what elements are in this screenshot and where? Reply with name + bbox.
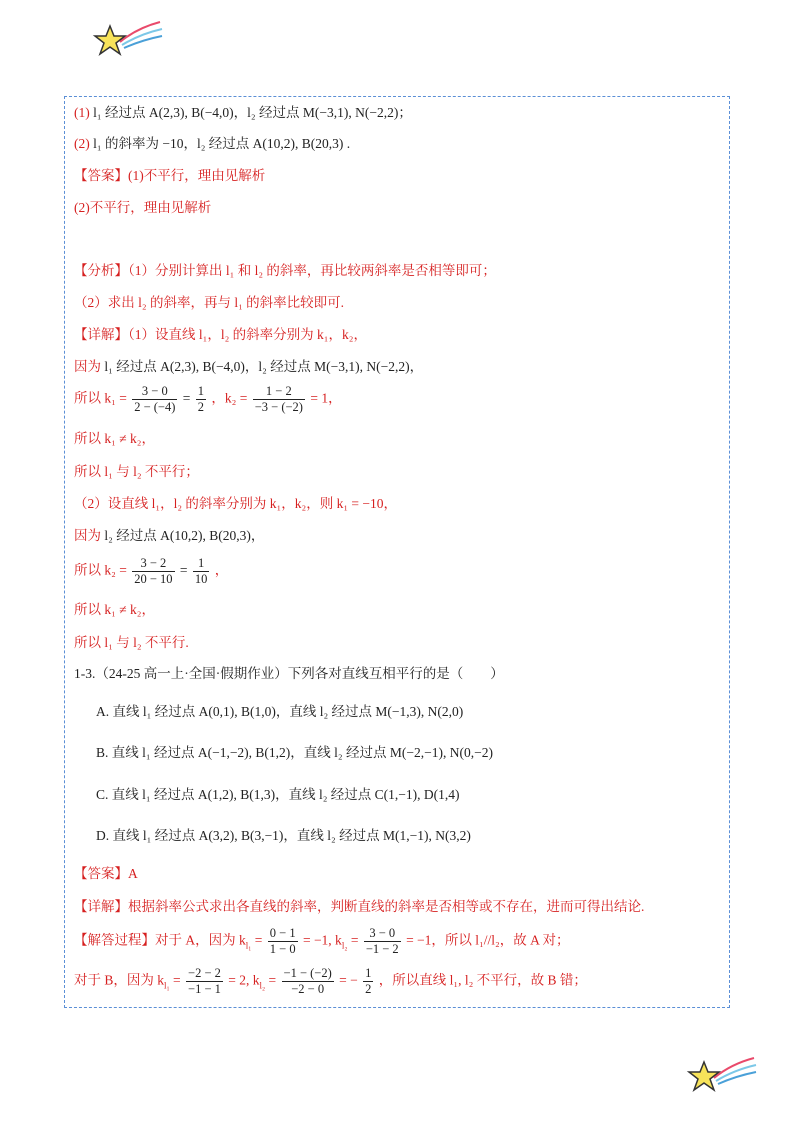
numerator: 1 xyxy=(365,966,372,980)
fraction xyxy=(193,556,210,587)
denominator: 2 xyxy=(197,400,205,414)
detail-text: 因为 xyxy=(74,359,105,374)
detail-text: l₁ 经过点 A(2,3), B(−4,0)，l₂ 经过点 M(−3,1), N(−2,2)， xyxy=(104,359,424,374)
fraction xyxy=(196,384,206,415)
fraction xyxy=(282,966,334,997)
denominator: −3 − (−2) xyxy=(254,400,303,414)
fraction xyxy=(364,926,401,957)
detail-line-6 xyxy=(74,495,397,513)
solution-line-b xyxy=(74,966,587,997)
answer-line-1 xyxy=(74,167,265,185)
option-text: A. 直线 l₁ 经过点 A(0,1), B(1,0)，直线 l₂ 经过点 M(−1,3), N(2,0) xyxy=(96,704,464,719)
numerator: 3 − 2 xyxy=(132,556,174,572)
subscript: l₂ xyxy=(341,940,348,951)
part-text: l₁ 的斜率为 −10，l₂ 经过点 A(10,2), B(20,3) . xyxy=(93,136,351,151)
detail-text: 所以 l₁ 与 l₂ 不平行； xyxy=(74,464,199,479)
equals-sign: = xyxy=(265,972,277,988)
detail-line-5 xyxy=(74,463,199,481)
part-number: (1) xyxy=(74,105,90,120)
solution-text: 对于 A，因为 k xyxy=(155,932,246,948)
denominator: 20 − 10 xyxy=(134,572,173,586)
solution-text: = 2, k xyxy=(228,972,260,988)
detail-line-7 xyxy=(74,527,264,545)
answer-tag: 【答案】 xyxy=(74,168,128,183)
question-text: 1-3.（24-25 高一上·全国·假期作业）下列各对直线互相平行的是（ ） xyxy=(74,666,504,681)
solution-text: ，所以直线 l₁, l₂ 不平行，故 B 错； xyxy=(378,972,587,988)
fraction xyxy=(268,926,298,957)
numerator: 3 − 0 xyxy=(132,384,177,400)
detail-text: 因为 xyxy=(74,528,105,543)
detail-text: l₂ 经过点 A(10,2), B(20,3)， xyxy=(104,528,265,543)
equals-sign: = xyxy=(182,390,191,406)
solution-tag: 【解答过程】 xyxy=(74,932,155,948)
detail-1-3 xyxy=(74,898,644,916)
option-text: C. 直线 l₁ 经过点 A(1,2), B(1,3)，直线 l₂ 经过点 C(1,−1), D(1,4) xyxy=(96,787,460,802)
numerator: −1 − (−2) xyxy=(283,966,332,980)
fraction xyxy=(132,384,177,415)
star-decoration-bottom-icon xyxy=(686,1052,758,1096)
detail-text: ，k₂ = xyxy=(211,390,248,406)
option-text: B. 直线 l₁ 经过点 A(−1,−2), B(1,2)，直线 l₂ 经过点 M(−2,−1), N(0,−2) xyxy=(96,745,493,760)
detail-line-9 xyxy=(74,601,155,619)
detail-text: （2）设直线 l₁，l₂ 的斜率分别为 k₁，k₂，则 k₁ = −10， xyxy=(74,496,398,511)
equals-sign: = xyxy=(169,972,181,988)
detail-text: （1）设直线 l₁，l₂ 的斜率分别为 k₁，k₂， xyxy=(128,327,367,342)
equals-sign: = xyxy=(179,562,188,578)
denominator: −1 − 2 xyxy=(365,942,399,956)
denominator: 1 − 0 xyxy=(269,942,296,956)
detail-text: 所以 k₁ ≠ k₂， xyxy=(74,431,155,446)
numerator: −2 − 2 xyxy=(188,966,221,980)
subscript: l₁ xyxy=(164,980,170,991)
detail-line-1 xyxy=(74,326,367,344)
part-number: (2) xyxy=(74,136,90,151)
option-b xyxy=(96,744,493,762)
answer-1-3 xyxy=(74,865,138,883)
detail-text: 所以 k₁ = xyxy=(74,390,127,406)
content-frame xyxy=(64,96,730,1008)
equals-sign: = xyxy=(347,932,359,948)
fraction xyxy=(186,966,223,997)
detail-tag: 【详解】 xyxy=(74,327,128,342)
subscript: l₁ xyxy=(245,940,252,951)
numerator: 0 − 1 xyxy=(269,926,296,940)
part-text: l₁ 经过点 A(2,3), B(−4,0)，l₂ 经过点 M(−3,1), N(−2,2)； xyxy=(93,105,412,120)
analysis-line-2 xyxy=(74,294,344,312)
solution-line-a xyxy=(74,926,569,957)
fraction xyxy=(363,966,373,997)
solution-text: = −1, k xyxy=(302,932,342,948)
answer-text: 【答案】A xyxy=(74,866,138,881)
solution-text: 对于 B，因为 k xyxy=(74,972,165,988)
subscript: l₂ xyxy=(259,980,266,991)
detail-line-8 xyxy=(74,556,228,587)
numerator: 1 − 2 xyxy=(253,384,305,400)
equals-sign: = − xyxy=(339,972,358,988)
question-1-3 xyxy=(74,665,504,683)
numerator: 1 xyxy=(197,384,205,398)
detail-line-10 xyxy=(74,634,189,652)
numerator: 3 − 0 xyxy=(364,926,401,942)
option-c xyxy=(96,786,460,804)
numerator: 1 xyxy=(193,556,210,572)
fraction xyxy=(253,384,305,415)
detail-text: 【详解】根据斜率公式求出各直线的斜率，判断直线的斜率是否相等或不存在，进而可得出结论. xyxy=(74,899,645,914)
detail-text: = 1， xyxy=(310,390,342,406)
answer-text: (2)不平行，理由见解析 xyxy=(74,200,212,215)
answer-line-2 xyxy=(74,199,211,217)
denominator: −1 − 1 xyxy=(188,982,221,996)
denominator: 10 xyxy=(194,572,208,586)
option-text: D. 直线 l₁ 经过点 A(3,2), B(3,−1)，直线 l₂ 经过点 M(1,−1), N(3,2) xyxy=(96,828,471,843)
analysis-tag: 【分析】 xyxy=(74,263,128,278)
analysis-text: （2）求出 l₂ 的斜率，再与 l₁ 的斜率比较即可. xyxy=(74,295,345,310)
denominator: −2 − 0 xyxy=(291,982,325,996)
equals-sign: = xyxy=(251,932,263,948)
analysis-line-1 xyxy=(74,262,496,280)
solution-text: = −1，所以 l₁//l₂，故 A 对； xyxy=(406,932,570,948)
question-part-1 xyxy=(74,104,412,122)
detail-line-3 xyxy=(74,384,342,415)
detail-text: ， xyxy=(214,562,229,578)
star-decoration-top-icon xyxy=(92,16,164,60)
detail-text: 所以 k₂ = xyxy=(74,562,127,578)
detail-text: 所以 k₁ ≠ k₂， xyxy=(74,602,155,617)
analysis-text: （1）分别计算出 l₁ 和 l₂ 的斜率，再比较两斜率是否相等即可； xyxy=(128,263,496,278)
denominator: 2 − (−4) xyxy=(134,400,176,414)
denominator: 2 xyxy=(365,982,372,996)
fraction xyxy=(132,556,174,587)
answer-text: (1)不平行，理由见解析 xyxy=(128,168,266,183)
detail-line-4 xyxy=(74,430,155,448)
option-a xyxy=(96,703,463,721)
option-d xyxy=(96,827,471,845)
question-part-2 xyxy=(74,135,350,153)
detail-text: 所以 l₁ 与 l₂ 不平行. xyxy=(74,635,189,650)
detail-line-2 xyxy=(74,358,423,376)
